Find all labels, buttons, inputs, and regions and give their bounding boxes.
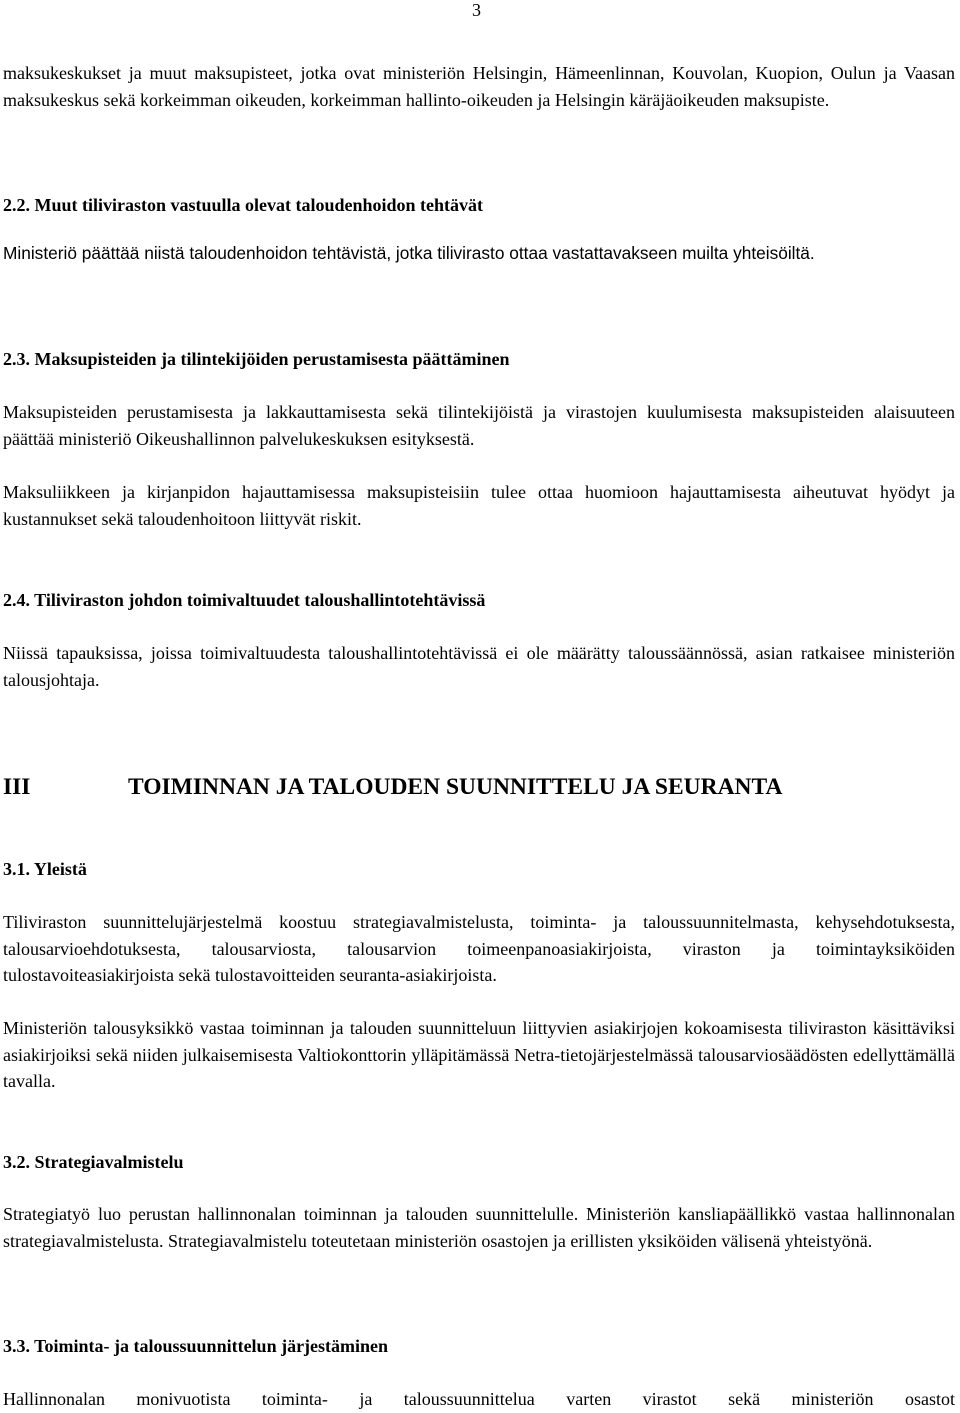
chapter-title: TOIMINNAN JA TALOUDEN SUUNNITTELU JA SEURANTA: [128, 774, 783, 800]
heading-3-2: 3.2. Strategiavalmistelu: [3, 1152, 184, 1172]
paragraph-3-3: Hallinnonalan monivuotista toiminta- ja taloussuunnittelua varten virastot sekä ministeriön osastot: [3, 1389, 955, 1409]
paragraph-3-2: Strategiatyö luo perustan hallinnonalan toiminnan ja talouden suunnittelulle. Ministeriön kansliapäällikkö vastaa hallinnonalan strategiavalmistelusta. Strategiavalmistelu toteutetaan ministeriön osastojen ja erillisten yksiköiden välisenä yhteistyönä.: [3, 1204, 955, 1251]
chapter-heading: [3, 772, 943, 802]
heading-3-3: 3.3. Toiminta- ja taloussuunnittelun järjestäminen: [3, 1336, 389, 1356]
heading-2-3: 2.3. Maksupisteiden ja tilintekijöiden perustamisesta päättäminen: [3, 349, 510, 369]
chapter-number: III: [3, 774, 31, 800]
paragraph-3-1a: Tiliviraston suunnittelujärjestelmä koostuu strategiavalmistelusta, toiminta- ja taloussuunnitelmasta, kehysehdotuksesta, talousarvioehdotuksesta, talousarviosta, talousarvion toimeenpanoasiakirjoista, viraston ja toimintayksiköiden tulostavoiteasiakirjoista sekä tulostavoitteiden seuranta-asiakirjoista.: [3, 912, 955, 986]
heading-2-2: 2.2. Muut tiliviraston vastuulla olevat taloudenhoidon tehtävät: [3, 195, 484, 215]
paragraph-intro: maksukeskukset ja muut maksupisteet, jotka ovat ministeriön Helsingin, Hämeenlinnan, Kouvolan, Kuopion, Oulun ja Vaasan maksukeskus sekä korkeimman oikeuden, korkeimman hallinto-oikeuden ja Helsingin käräjäoikeuden maksupiste.: [3, 63, 955, 110]
page-number: 3: [472, 0, 481, 20]
paragraph-2-3b: Maksuliikkeen ja kirjanpidon hajauttamisessa maksupisteisiin tulee ottaa huomioon hajauttamisesta aiheutuvat hyödyt ja kustannukset sekä taloudenhoitoon liittyvät riskit.: [3, 482, 955, 529]
paragraph-3-1b: Ministeriön talousyksikkö vastaa toiminnan ja talouden suunnitteluun liittyvien asiakirjojen kokoamisesta tiliviraston käsittäviksi asiakirjoiksi sekä niiden julkaisemisesta Valtiokonttorin ylläpitämässä Netra-tietojärjestelmässä talousarviosäädösten edellyttämällä tavalla.: [3, 1018, 955, 1092]
heading-2-4: 2.4. Tiliviraston johdon toimivaltuudet taloushallintotehtävissä: [3, 590, 486, 610]
heading-3-1: 3.1. Yleistä: [3, 859, 87, 879]
paragraph-2-3a: Maksupisteiden perustamisesta ja lakkauttamisesta sekä tilintekijöistä ja virastojen kuulumisesta maksupisteiden alaisuuteen päättää ministeriö Oikeushallinnon palvelukeskuksen esityksestä.: [3, 402, 955, 449]
paragraph-2-2: Ministeriö päättää niistä taloudenhoidon tehtävistä, jotka tilivirasto ottaa vastattavakseen muilta yhteisöiltä.: [3, 243, 815, 263]
paragraph-2-4: Niissä tapauksissa, joissa toimivaltuudesta taloushallintotehtävissä ei ole määrätty taloussäännössä, asian ratkaisee ministeriön talousjohtaja.: [3, 643, 955, 690]
